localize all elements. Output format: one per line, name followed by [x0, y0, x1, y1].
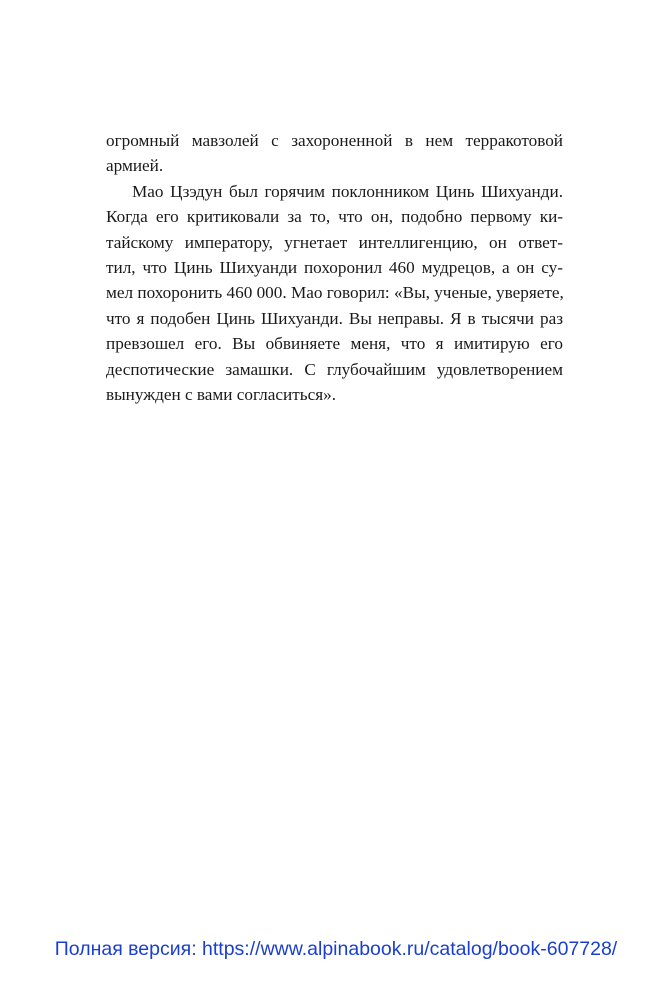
text-line: мел похоронить 460 000. Мао говорил: «Вы, ученые, уверяете, [106, 283, 564, 303]
paragraph [106, 179, 563, 408]
text-line: превзошел его. Вы обвиняете меня, что я имитирую его [106, 334, 563, 354]
text-line: тил, что Цинь Шихуанди похоронил 460 мудрецов, а он су- [106, 257, 563, 277]
text-line: Мао Цзэдун был горячим поклонником Цинь Шихуанди. [132, 181, 563, 201]
text-line: Когда его критиковали за то, что он, подобно первому ки- [106, 207, 563, 227]
text-line: армией. [106, 156, 164, 176]
body-text [106, 128, 563, 407]
full-version-link[interactable]: Полная версия: https://www.alpinabook.ru/catalog/book-607728/ [54, 938, 618, 960]
text-line: огромный мавзолей с захороненной в нем терракотовой [106, 131, 563, 150]
text-line: что я подобен Цинь Шихуанди. Вы неправы. Я в тысячи раз [106, 308, 563, 328]
text-line: тайскому императору, угнетает интеллигенцию, он ответ- [106, 232, 563, 252]
text-line: деспотические замашки. С глубочайшим удовлетворением [106, 359, 563, 379]
text-line: вынужден с вами согласиться». [106, 384, 336, 404]
paragraph [106, 128, 563, 179]
